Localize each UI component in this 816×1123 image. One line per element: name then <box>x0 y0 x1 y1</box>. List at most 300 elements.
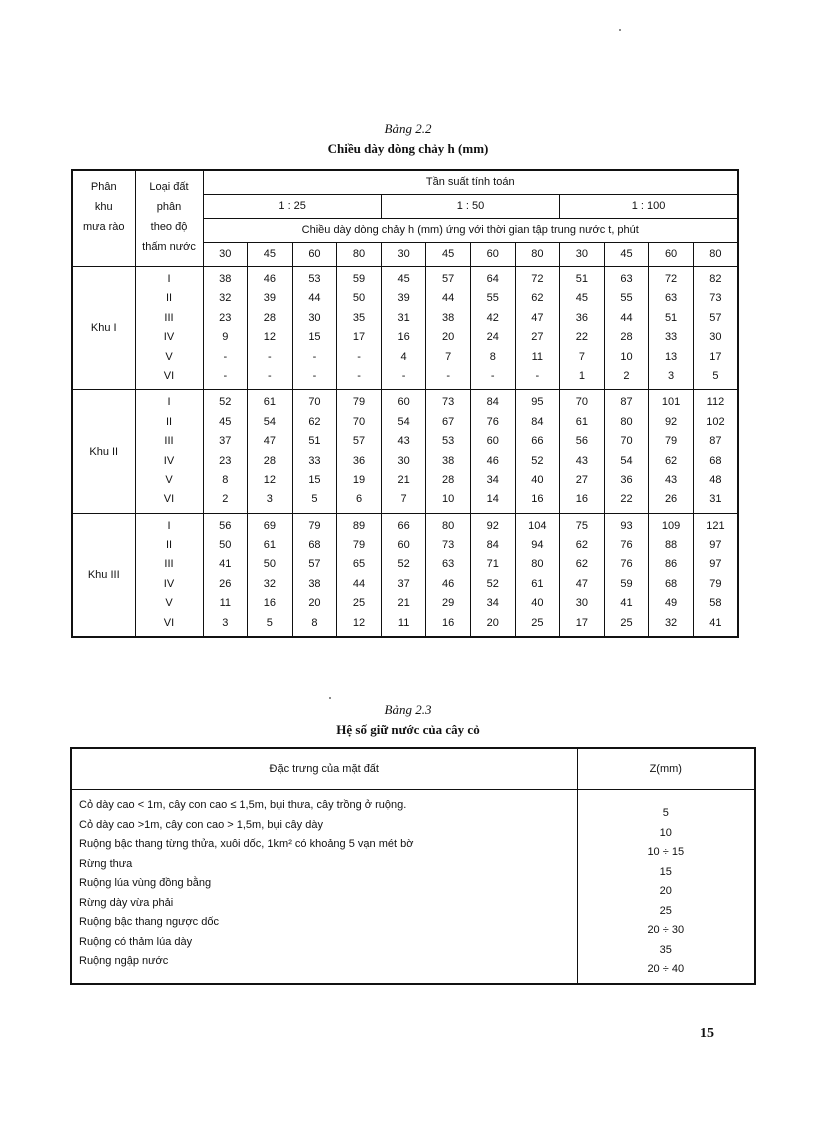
surface-characteristics-header: Đặc trưng của mặt đất <box>71 748 577 790</box>
value-cell: - <box>312 369 317 382</box>
soil-type: V <box>165 473 173 486</box>
value-column <box>337 390 382 513</box>
value-cell: 50 <box>352 292 366 305</box>
value-cell: 50 <box>219 539 232 552</box>
value-cell: 95 <box>531 396 544 409</box>
value-cell: 40 <box>531 597 544 610</box>
value-cell: 7 <box>445 350 452 363</box>
soil-types <box>135 267 203 390</box>
value-cell: 12 <box>263 473 276 486</box>
value-cell: 30 <box>709 331 722 344</box>
surface-description: Ruộng bậc thang ngược dốc <box>79 916 219 928</box>
value-cell: 11 <box>219 597 231 610</box>
value-cell: - <box>357 369 361 382</box>
value-cell: 40 <box>531 473 544 486</box>
value-cell: - <box>268 369 272 382</box>
value-cell: 70 <box>352 415 366 428</box>
soil-type-column-header: Loại đất phân theo độ thấm nước <box>135 170 203 267</box>
value-cell: 45 <box>397 273 410 285</box>
value-cell: 86 <box>664 558 678 571</box>
value-column <box>203 513 248 637</box>
soil-type: II <box>165 292 173 305</box>
soil-type: I <box>167 273 171 285</box>
value-cell: 38 <box>308 577 321 590</box>
value-cell: 44 <box>308 292 321 305</box>
soil-type: IV <box>163 577 175 590</box>
value-cell: 3 <box>668 369 675 382</box>
value-cell: 52 <box>219 396 232 409</box>
value-cell: 5 <box>712 369 719 382</box>
table-2-2-label: Bảng 2.2 <box>384 121 432 136</box>
soil-type: VI <box>163 493 175 506</box>
value-cell: 61 <box>263 539 276 552</box>
value-cell: 28 <box>620 331 633 344</box>
value-cell: - <box>223 369 228 382</box>
value-cell: 101 <box>661 396 681 409</box>
value-cell: 68 <box>308 539 321 552</box>
value-cell: - <box>535 369 540 382</box>
value-cell: 43 <box>397 435 410 448</box>
value-cell: 79 <box>352 396 366 409</box>
value-cell: 2 <box>222 493 229 506</box>
value-cell: 48 <box>709 473 722 486</box>
value-cell: 68 <box>709 454 722 467</box>
value-cell: 57 <box>442 273 455 285</box>
value-column <box>693 513 738 637</box>
value-cell: 60 <box>397 396 410 409</box>
value-cell: 22 <box>620 493 633 506</box>
value-cell: 63 <box>620 273 633 285</box>
value-cell: 56 <box>219 519 232 532</box>
value-cell: 41 <box>709 616 722 629</box>
duration-cell: 60 <box>649 243 694 267</box>
value-cell: 21 <box>397 473 410 486</box>
value-cell: 39 <box>263 292 276 305</box>
value-cell: 30 <box>308 311 321 324</box>
value-cell: 16 <box>442 616 455 629</box>
zone-label: Khu I <box>72 267 135 390</box>
value-cell: 19 <box>352 473 366 486</box>
value-cell: 10 <box>442 493 455 506</box>
soil-type: III <box>164 435 174 448</box>
value-cell: 45 <box>575 292 589 305</box>
value-cell: 2 <box>623 369 630 382</box>
value-cell: 121 <box>706 519 725 532</box>
value-column <box>426 267 471 390</box>
soil-type: III <box>164 558 174 571</box>
value-column <box>560 267 605 390</box>
value-column <box>203 390 248 513</box>
frequency-header: Tần suất tính toán <box>203 170 738 195</box>
zone-group <box>72 267 738 390</box>
value-column <box>381 390 426 513</box>
value-cell: 79 <box>308 519 321 532</box>
value-cell: 62 <box>664 454 678 467</box>
value-column <box>292 390 337 513</box>
value-cell: 71 <box>486 558 499 571</box>
value-cell: 84 <box>486 396 499 409</box>
soil-types <box>135 513 203 637</box>
value-cell: 16 <box>397 331 410 344</box>
duration-cell: 45 <box>426 243 471 267</box>
value-cell: 87 <box>620 396 633 409</box>
soil-type: IV <box>163 331 175 344</box>
value-cell: 26 <box>664 493 678 506</box>
value-cell: 8 <box>222 473 229 486</box>
duration-header: Chiều dày dòng chảy h (mm) ứng với thời gian tập trung nước t, phút <box>203 219 738 243</box>
value-cell: 66 <box>531 435 544 448</box>
surface-description: Ruộng có thảm lúa dày <box>79 935 193 948</box>
value-column <box>292 513 337 637</box>
value-cell: 7 <box>400 493 407 506</box>
value-cell: 24 <box>486 331 499 344</box>
value-cell: 84 <box>486 539 499 552</box>
soil-type: IV <box>163 454 175 467</box>
value-cell: 52 <box>486 577 499 590</box>
value-column <box>470 390 515 513</box>
value-cell: 72 <box>664 273 678 285</box>
soil-type: III <box>164 311 174 324</box>
value-cell: 59 <box>352 273 366 285</box>
value-cell: 1 <box>578 369 585 382</box>
value-cell: 20 <box>308 597 321 610</box>
zone-group <box>72 390 738 513</box>
value-column <box>337 513 382 637</box>
table-2-3-title: Hệ số giữ nước của cây cỏ <box>336 722 480 737</box>
value-cell: 54 <box>397 415 410 428</box>
value-column <box>248 390 293 513</box>
value-column <box>560 513 605 637</box>
value-cell: 60 <box>486 435 499 448</box>
value-cell: 51 <box>664 311 678 324</box>
value-cell: 44 <box>620 311 633 324</box>
value-cell: 35 <box>352 311 366 324</box>
value-cell: 10 <box>620 350 633 363</box>
value-cell: 23 <box>219 311 232 324</box>
value-cell: 79 <box>664 435 678 448</box>
soil-type: V <box>165 350 173 363</box>
soil-types <box>135 390 203 513</box>
value-cell: 62 <box>575 558 589 571</box>
value-cell: 84 <box>531 415 544 428</box>
value-cell: 57 <box>308 558 321 571</box>
value-column <box>604 513 649 637</box>
value-cell: 3 <box>266 493 273 506</box>
value-column <box>649 267 694 390</box>
value-column <box>381 267 426 390</box>
value-cell: 37 <box>219 435 232 448</box>
soil-type: I <box>167 519 171 532</box>
value-cell: 28 <box>263 454 276 467</box>
value-cell: 89 <box>352 519 366 532</box>
value-column <box>426 390 471 513</box>
value-cell: 76 <box>486 415 499 428</box>
value-cell: 73 <box>442 396 455 409</box>
value-cell: 34 <box>486 473 499 486</box>
surface-description: Rừng thưa <box>79 857 133 870</box>
scan-speck <box>329 697 331 699</box>
value-cell: 53 <box>442 435 455 448</box>
value-column <box>560 390 605 513</box>
value-cell: 61 <box>575 415 589 428</box>
duration-cell: 80 <box>515 243 560 267</box>
duration-cell: 60 <box>292 243 337 267</box>
z-values <box>577 790 755 985</box>
value-cell: 41 <box>219 558 232 571</box>
value-column <box>248 267 293 390</box>
value-column <box>248 513 293 637</box>
value-cell: 38 <box>219 273 232 285</box>
value-cell: - <box>223 350 228 363</box>
value-cell: 36 <box>352 454 366 467</box>
value-cell: 73 <box>442 539 455 552</box>
value-cell: 68 <box>664 577 678 590</box>
surface-description: Ruộng lúa vùng đồng bằng <box>79 877 212 889</box>
value-cell: 44 <box>352 577 366 590</box>
value-cell: 32 <box>219 292 232 305</box>
value-cell: 92 <box>664 415 678 428</box>
value-cell: 14 <box>486 493 499 506</box>
frequency-1-25: 1 : 25 <box>203 195 381 219</box>
value-cell: 12 <box>352 616 366 629</box>
value-cell: 43 <box>575 454 589 467</box>
z-value: 25 <box>659 904 672 917</box>
value-cell: 46 <box>263 273 276 285</box>
value-cell: 57 <box>709 311 722 324</box>
value-cell: 46 <box>442 577 455 590</box>
frequency-1-50: 1 : 50 <box>381 195 559 219</box>
soil-type: VI <box>163 369 175 382</box>
duration-cell: 45 <box>248 243 293 267</box>
value-cell: 63 <box>664 292 678 305</box>
value-cell: 9 <box>222 331 229 344</box>
value-cell: 8 <box>489 350 496 363</box>
value-cell: 22 <box>575 331 589 344</box>
value-cell: 45 <box>219 415 232 428</box>
value-cell: 57 <box>352 435 366 448</box>
value-column <box>693 390 738 513</box>
value-cell: 11 <box>531 350 544 363</box>
value-cell: 52 <box>531 454 544 467</box>
value-cell: 44 <box>442 292 455 305</box>
frequency-1-100: 1 : 100 <box>560 195 738 219</box>
value-cell: 28 <box>442 473 455 486</box>
value-cell: 69 <box>263 519 276 532</box>
duration-cell: 30 <box>203 243 248 267</box>
soil-type: I <box>167 396 171 409</box>
duration-cell: 45 <box>604 243 649 267</box>
value-column <box>515 513 560 637</box>
value-cell: - <box>401 369 406 382</box>
value-cell: 15 <box>308 331 321 344</box>
value-cell: 53 <box>308 273 321 285</box>
value-cell: 13 <box>664 350 678 363</box>
value-cell: 51 <box>308 435 321 448</box>
value-cell: 66 <box>397 519 410 532</box>
value-column <box>604 267 649 390</box>
value-cell: 43 <box>664 473 678 486</box>
soil-type: VI <box>163 616 175 629</box>
table-2-3-label: Bảng 2.3 <box>384 702 432 717</box>
value-cell: 8 <box>311 616 318 629</box>
value-cell: 17 <box>352 331 366 344</box>
value-cell: 62 <box>531 292 544 305</box>
value-cell: 32 <box>263 577 276 590</box>
value-cell: 67 <box>442 415 455 428</box>
duration-cell: 60 <box>470 243 515 267</box>
value-cell: 16 <box>531 493 544 506</box>
z-mm-header: Z(mm) <box>577 748 755 790</box>
value-column <box>604 390 649 513</box>
value-cell: 5 <box>266 616 273 629</box>
z-value: 10 <box>659 826 672 839</box>
duration-cell: 80 <box>337 243 382 267</box>
z-value: 20 ÷ 40 <box>647 963 685 975</box>
value-column <box>649 513 694 637</box>
soil-type: II <box>165 539 173 552</box>
value-cell: 109 <box>661 519 681 532</box>
value-cell: 80 <box>531 558 544 571</box>
value-cell: 39 <box>397 292 410 305</box>
value-cell: 26 <box>219 577 232 590</box>
region-column-header: Phân khu mưa rào <box>72 170 135 267</box>
value-cell: 80 <box>442 519 455 532</box>
value-cell: 6 <box>355 493 363 506</box>
value-cell: 20 <box>486 616 499 629</box>
value-cell: 49 <box>664 597 678 610</box>
value-cell: 20 <box>442 331 455 344</box>
soil-type: V <box>165 597 173 610</box>
duration-cell: 80 <box>693 243 738 267</box>
value-cell: 82 <box>709 273 722 285</box>
value-column <box>292 267 337 390</box>
value-cell: 28 <box>263 311 276 324</box>
value-cell: 5 <box>311 493 318 506</box>
value-column <box>515 390 560 513</box>
value-column <box>649 390 694 513</box>
value-cell: 31 <box>397 311 410 324</box>
value-cell: 62 <box>575 539 589 552</box>
value-cell: 16 <box>263 597 276 610</box>
runoff-depth-table <box>71 169 739 638</box>
surface-description: Cỏ dày cao < 1m, cây con cao ≤ 1,5m, bụi thưa, cây trồng ở ruộng. <box>79 799 407 811</box>
value-cell: 62 <box>308 415 321 428</box>
value-cell: - <box>357 350 361 363</box>
value-cell: 56 <box>575 435 589 448</box>
value-cell: 17 <box>575 616 589 629</box>
value-cell: 51 <box>575 273 589 285</box>
value-cell: - <box>490 369 495 382</box>
value-cell: - <box>446 369 451 382</box>
surface-description: Ruộng bậc thang từng thửa, xuôi dốc, 1km² có khoảng 5 vạn mét bờ <box>79 838 414 850</box>
value-cell: 97 <box>709 558 722 571</box>
value-column <box>203 267 248 390</box>
value-cell: 29 <box>442 597 455 610</box>
value-cell: 25 <box>620 616 633 629</box>
value-cell: 54 <box>263 415 276 428</box>
value-column <box>426 513 471 637</box>
zone-label: Khu II <box>72 390 135 513</box>
value-cell: 3 <box>222 616 229 629</box>
z-value: 20 ÷ 30 <box>647 924 685 936</box>
vegetation-retention-table <box>70 747 756 985</box>
value-cell: 30 <box>575 597 589 610</box>
value-cell: 104 <box>528 519 547 532</box>
value-cell: 87 <box>709 435 722 448</box>
value-cell: 112 <box>706 396 725 409</box>
value-cell: 12 <box>263 331 276 344</box>
value-column <box>693 267 738 390</box>
value-cell: 70 <box>620 435 633 448</box>
value-column <box>381 513 426 637</box>
value-cell: 17 <box>709 350 722 363</box>
value-cell: 27 <box>531 331 544 344</box>
value-cell: 59 <box>620 577 633 590</box>
value-column <box>515 267 560 390</box>
value-cell: 23 <box>219 454 232 467</box>
value-cell: 25 <box>531 616 544 629</box>
surface-description: Ruộng ngập nước <box>79 955 169 967</box>
value-cell: 55 <box>620 292 633 305</box>
value-cell: - <box>312 350 317 363</box>
value-cell: 33 <box>308 454 321 467</box>
duration-cell: 30 <box>381 243 426 267</box>
value-column <box>470 513 515 637</box>
value-cell: 72 <box>531 273 544 285</box>
table-2-2-title: Chiều dày dòng chảy h (mm) <box>327 141 489 156</box>
surface-descriptions <box>71 790 577 985</box>
value-cell: 52 <box>397 558 410 571</box>
value-cell: 61 <box>263 396 276 409</box>
zone-group <box>72 513 738 637</box>
value-cell: 97 <box>709 539 722 552</box>
value-cell: 65 <box>352 558 366 571</box>
value-cell: 34 <box>486 597 499 610</box>
value-cell: 47 <box>531 311 544 324</box>
value-cell: 80 <box>620 415 633 428</box>
value-cell: 94 <box>531 539 544 552</box>
value-cell: 73 <box>709 292 722 305</box>
value-cell: 70 <box>575 396 589 409</box>
value-cell: 36 <box>620 473 633 486</box>
z-value: 15 <box>659 865 672 878</box>
zone-label: Khu III <box>72 513 135 637</box>
soil-type: II <box>165 415 173 428</box>
value-cell: 30 <box>397 454 410 467</box>
z-value: 10 ÷ 15 <box>647 846 685 858</box>
value-cell: 46 <box>486 454 499 467</box>
value-cell: - <box>268 350 272 363</box>
value-cell: 7 <box>578 350 585 363</box>
value-cell: 41 <box>620 597 633 610</box>
scan-speck <box>619 29 621 31</box>
value-cell: 102 <box>706 415 725 428</box>
value-cell: 27 <box>575 473 589 486</box>
duration-cell: 30 <box>560 243 605 267</box>
value-cell: 61 <box>531 577 544 590</box>
value-cell: 50 <box>263 558 276 571</box>
z-value: 20 <box>659 885 672 897</box>
value-cell: 55 <box>486 292 499 305</box>
value-cell: 88 <box>664 539 678 552</box>
z-value: 5 <box>662 807 669 819</box>
value-cell: 38 <box>442 311 455 324</box>
value-cell: 36 <box>575 311 589 324</box>
surface-description: Cỏ dày cao >1m, cây con cao > 1,5m, bụi cây dày <box>79 818 323 831</box>
value-cell: 76 <box>620 558 633 571</box>
value-cell: 54 <box>620 454 633 467</box>
page-number: 15 <box>700 1026 714 1041</box>
